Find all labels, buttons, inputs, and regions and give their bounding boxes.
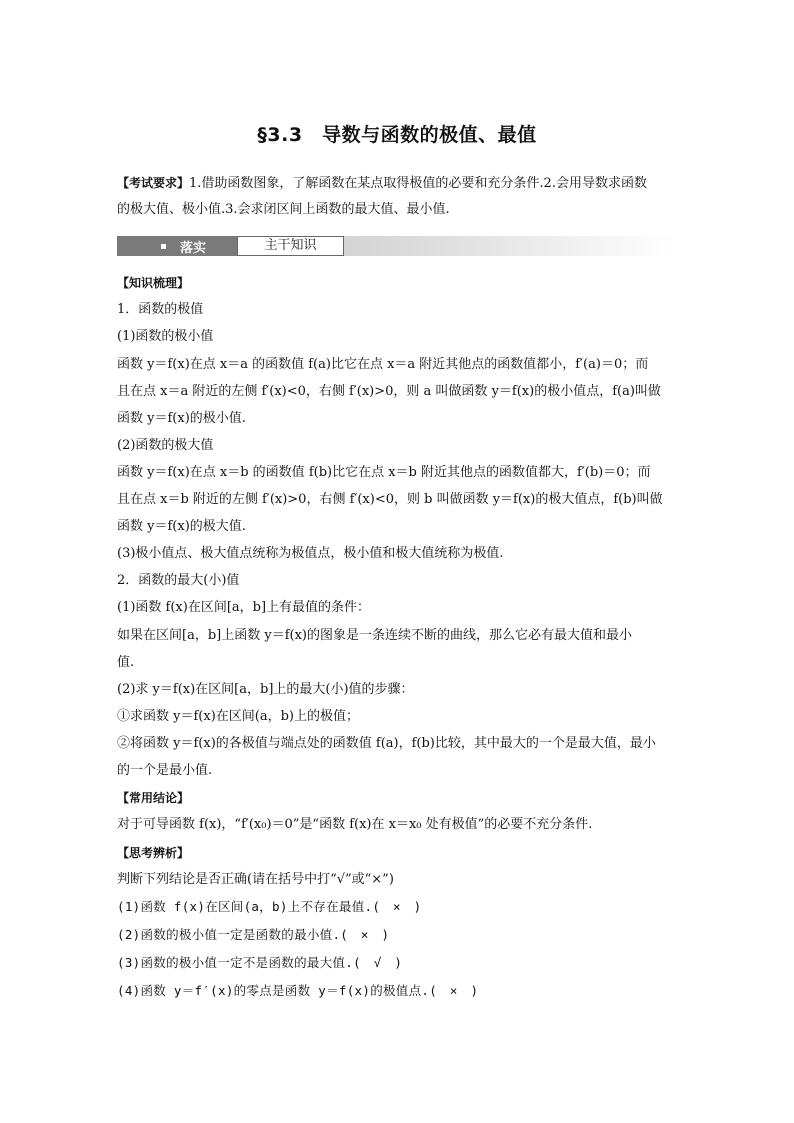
judgement-item: (4)函数 y＝f′(x)的零点是函数 y＝f(x)的极值点.( × ) (117, 983, 479, 998)
judgement-item: (1)函数 f(x)在区间(a，b)上不存在最值.( × ) (117, 899, 422, 914)
text-line: 函数 y＝f(x)的极小值. (117, 411, 246, 426)
text-line: 且在点 x＝a 附近的左侧 f′(x)<0，右侧 f′(x)>0，则 a 叫做函数 y＝f(x)的极小值点，f(a)叫做 (117, 384, 661, 399)
text-line: 函数 y＝f(x)在点 x＝b 的函数值 f(b)比它在点 x＝b 附近其他点的函数值都大，f′(b)＝0；而 (117, 465, 651, 480)
band-dark-segment (117, 236, 237, 256)
text-line: (1)函数 f(x)在区间[a，b]上有最值的条件： (117, 600, 371, 615)
text-line: 函数 y＝f(x)的极大值. (117, 519, 246, 534)
band-light-label: 主干知识 (237, 236, 344, 256)
requirements-tag: 【考试要求】 (117, 176, 190, 190)
square-bullet-icon (161, 244, 166, 249)
band-dark-label: 落实 (180, 240, 207, 256)
reflection-heading: 【思考辨析】 (117, 846, 190, 860)
text-line: 函数 y＝f(x)在点 x＝a 的函数值 f(a)比它在点 x＝a 附近其他点的函数值都小，f′(a)＝0；而 (117, 357, 649, 372)
exam-requirements (117, 170, 677, 223)
requirements-line-2: 的极大值、极小值.3.会求闭区间上函数的最大值、最小值. (117, 202, 450, 217)
text-line: (2)函数的极大值 (117, 438, 214, 453)
conclusion-heading: 【常用结论】 (117, 791, 190, 805)
text-line: ①求函数 y＝f(x)在区间(a，b)上的极值； (117, 709, 359, 724)
text-line: ②将函数 y＝f(x)的各极值与端点处的函数值 f(a)，f(b)比较，其中最大的一个是最大值，最小 (117, 736, 656, 751)
text-line: 1．函数的极值 (117, 302, 204, 317)
text-line: 如果在区间[a，b]上函数 y＝f(x)的图象是一条连续不断的曲线，那么它必有最大值和最小 (117, 628, 632, 643)
text-line: (2)求 y＝f(x)在区间[a，b]上的最大(小)值的步骤： (117, 682, 414, 697)
text-line: 且在点 x＝b 附近的左侧 f′(x)>0，右侧 f′(x)<0，则 b 叫做函数 y＝f(x)的极大值点，f(b)叫做 (117, 492, 663, 507)
text-line: 对于可导函数 f(x)，“f′(x₀)＝0”是“函数 f(x)在 x＝x₀ 处有极值”的必要不充分条件. (117, 817, 593, 832)
judgement-item: (3)函数的极小值一定不是函数的最大值.( √ ) (117, 955, 403, 970)
text-line: 的一个是最小值. (117, 763, 213, 778)
knowledge-heading: 【知识梳理】 (117, 276, 190, 290)
requirements-line-1: 1.借助函数图象，了解函数在某点取得极值的必要和充分条件.2.会用导数求函数 (189, 176, 647, 191)
section-band (117, 236, 677, 256)
text-line: 值. (117, 655, 135, 670)
text-line: 判断下列结论是否正确(请在括号中打“√”或“×”) (117, 872, 394, 887)
text-line: (1)函数的极小值 (117, 329, 214, 344)
section-title: §3.3 导数与函数的极值、最值 (257, 124, 537, 146)
text-line: 2．函数的最大(小)值 (117, 573, 240, 588)
judgement-item: (2)函数的极小值一定是函数的最小值.( × ) (117, 927, 390, 942)
text-line: (3)极小值点、极大值点统称为极值点，极小值和极大值统称为极值. (117, 546, 504, 561)
